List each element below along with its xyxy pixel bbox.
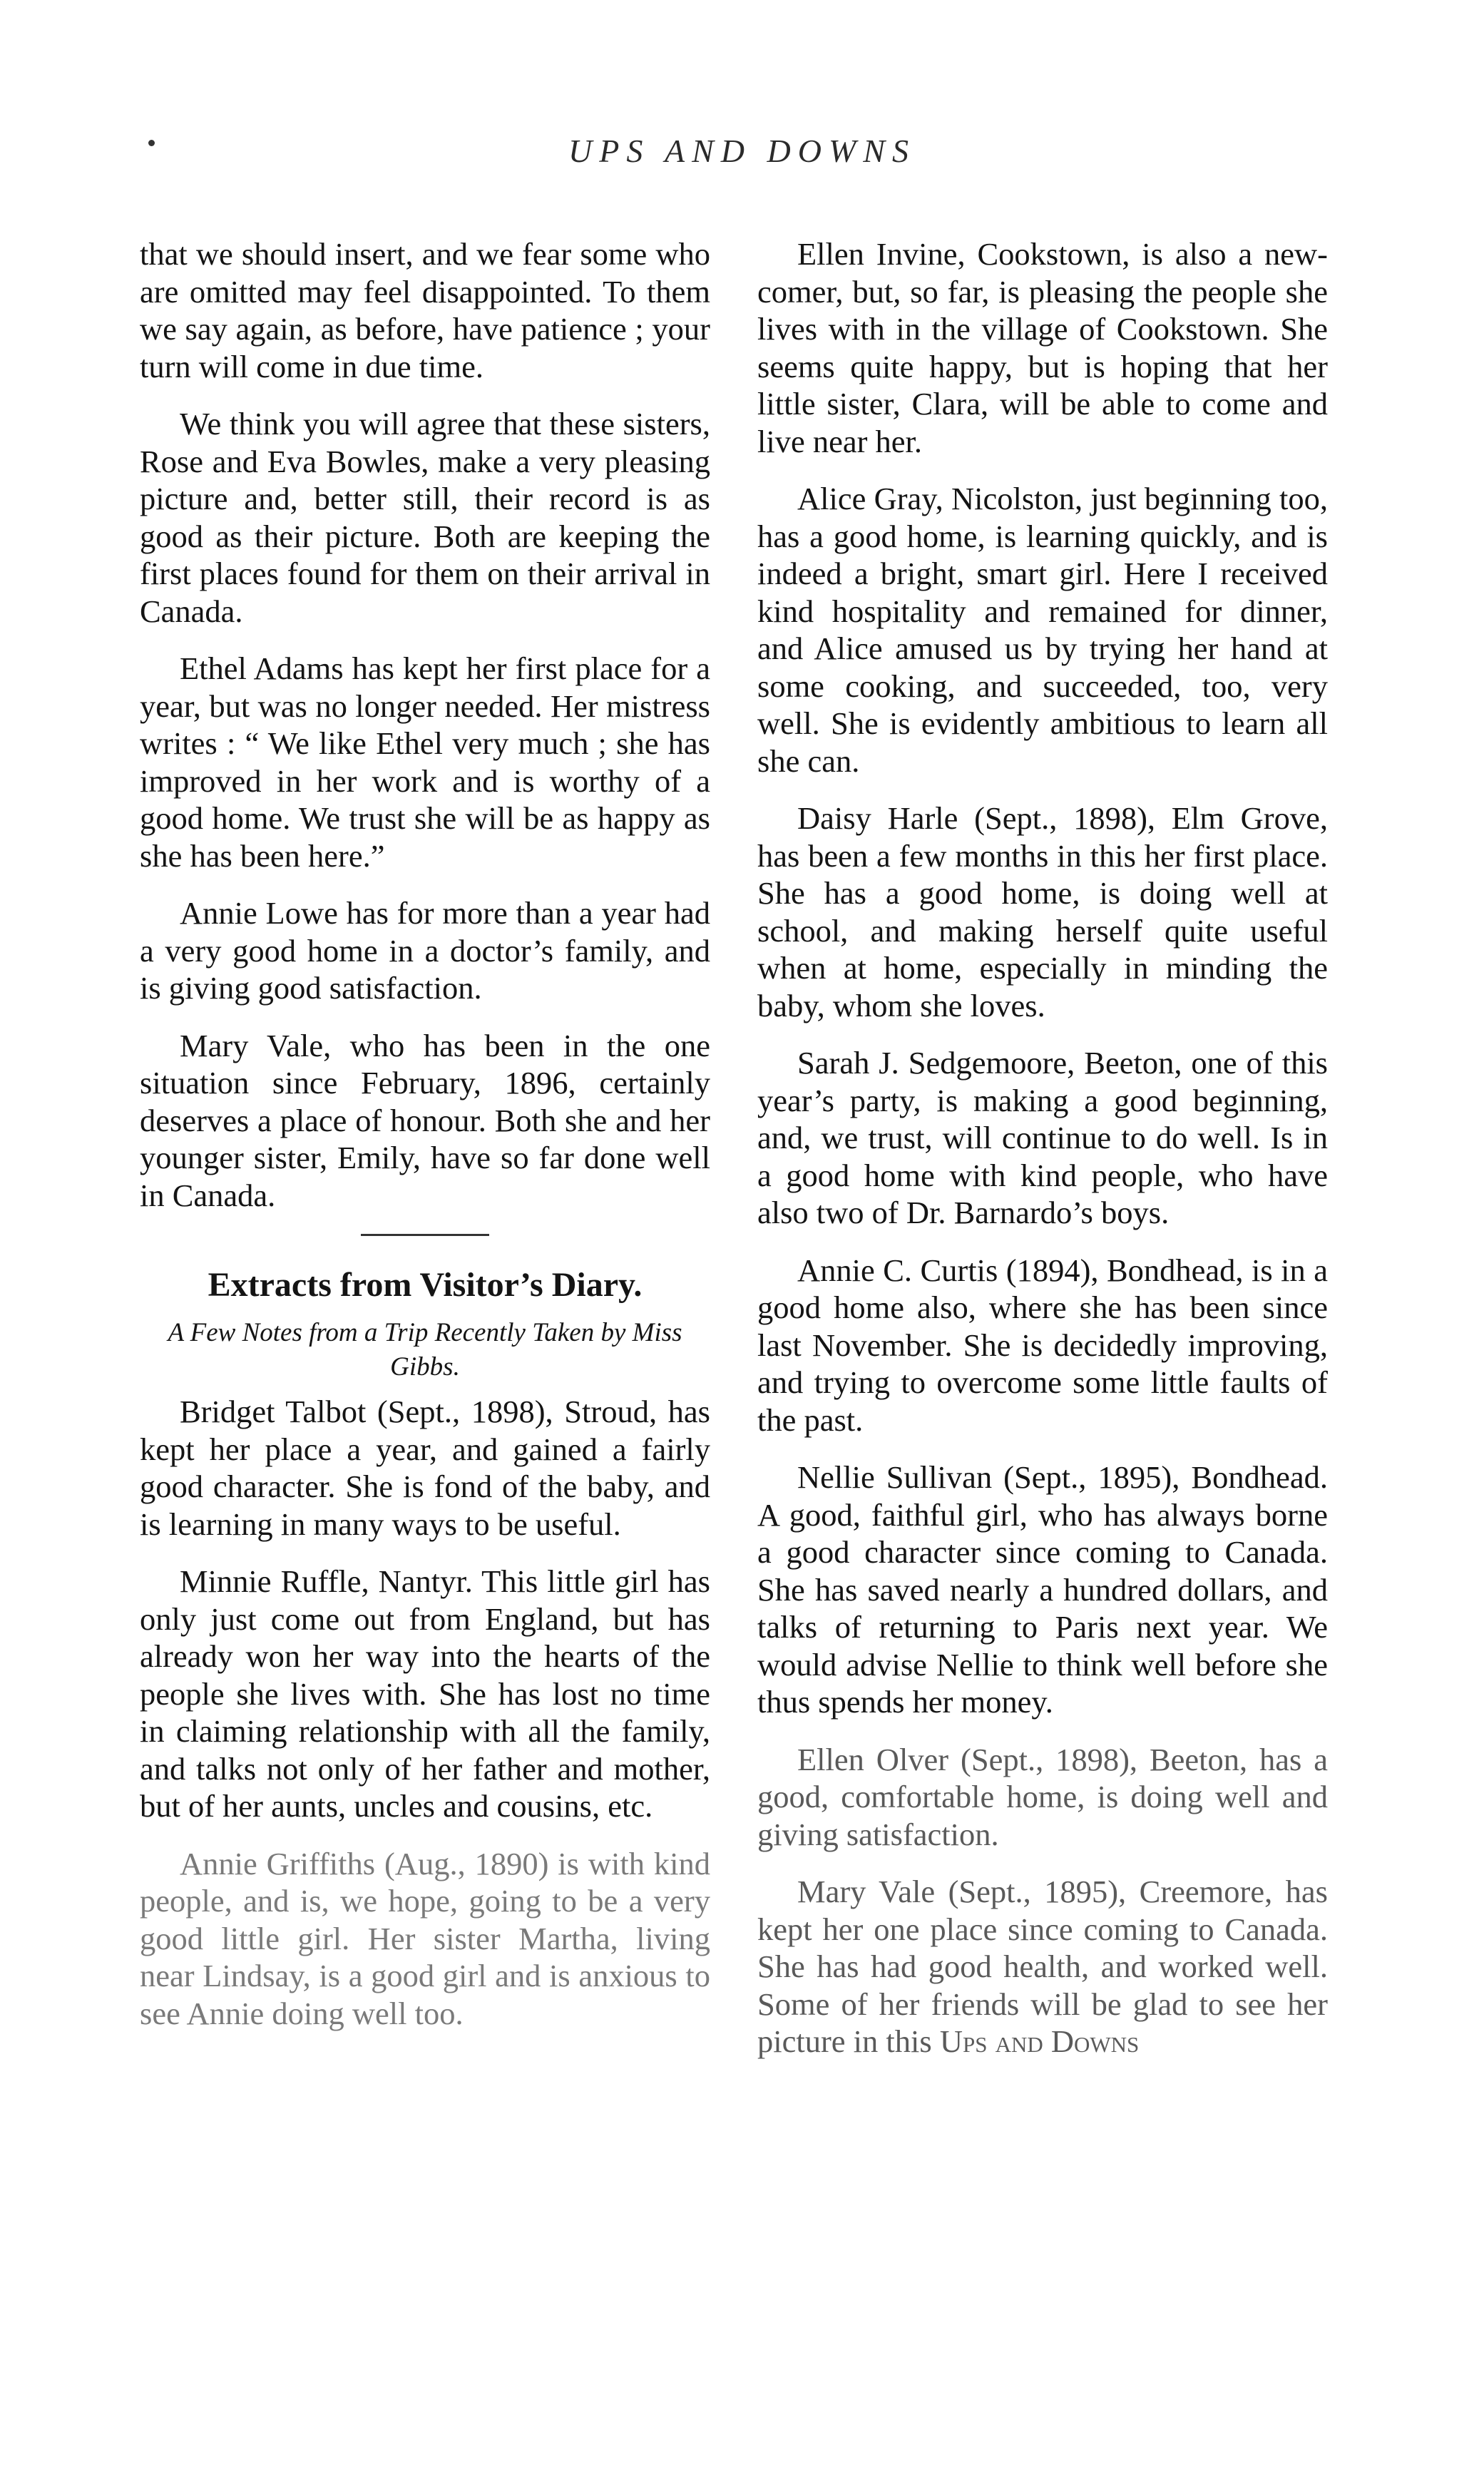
section-subtitle: A Few Notes from a Trip Recently Taken by Miss Gibbs. xyxy=(168,1318,682,1382)
paragraph: Daisy Harle (Sept., 1898), Elm Grove, has been a few months in this her first place. She has a good home, is doing well at school, and making herself quite useful when at home, especially in minding the baby, whom she loves. xyxy=(757,800,1328,1023)
paragraph: Ellen Olver (Sept., 1898), Beeton, has a good, comfortable home, is doing well and giving satisfaction. xyxy=(757,1741,1328,1852)
paragraph: that we should insert, and we fear some who are omitted may feel disappointed. To them we say again, as before, have patience ; your turn will come in due time. xyxy=(140,236,710,384)
paragraph: Minnie Ruffle, Nantyr. This little girl has only just come out from England, but has already won her way into the hearts of the people she lives with. She has lost no time in claiming relationship with all the family, and talks not only of her father and mother, but of her aunts, uncles and cousins, etc. xyxy=(140,1563,710,1824)
paragraph: Alice Gray, Nicolston, just beginning too, has a good home, is learning quickly, and is indeed a bright, smart girl. Here I received kind hospitality and remained for dinner, and Alice amused us by trying her hand at some cooking, and succeeded, too, very well. She is evidently ambitious to learn all she can. xyxy=(757,481,1328,779)
paragraph: We think you will agree that these sisters, Rose and Eva Bowles, make a very pleasing picture and, better still, their record is as good as their picture. Both are keeping the first places found for them on their arrival in Canada. xyxy=(140,406,710,629)
paragraph-text: Mary Vale (Sept., 1895), Creemore, has kept her one place since coming to Canada. She has had good health, and worked well. Some of her friends will be glad to see her picture in this xyxy=(757,1874,1328,2059)
right-column xyxy=(757,235,1328,2080)
magazine-name: Ups and Downs xyxy=(939,2023,1140,2059)
paragraph: Annie C. Curtis (1894), Bondhead, is in a good home also, where she has been since last November. She is decidedly improving, and trying to overcome some little faults of the past. xyxy=(757,1252,1328,1438)
paragraph-last xyxy=(757,1873,1328,2060)
paragraph: Ellen Invine, Cookstown, is also a new-comer, but, so far, is pleasing the people she lives with in the village of Cookstown. She seems quite happy, but is hoping that her little sister, Clara, will be able to come and live near her. xyxy=(757,236,1328,459)
paragraph: Annie Lowe has for more than a year had a very good home in a doctor’s family, and is giving good satisfaction. xyxy=(140,895,710,1006)
paragraph: Bridget Talbot (Sept., 1898), Stroud, has kept her place a year, and gained a fairly good character. She is fond of the baby, and is learning in many ways to be useful. xyxy=(140,1394,710,1542)
running-header: UPS AND DOWNS xyxy=(568,133,916,169)
paragraph: Sarah J. Sedgemoore, Beeton, one of this year’s party, is making a good beginning, and, we trust, will continue to do well. Is in a good home with kind people, who have also two of Dr. Barnardo’s boys. xyxy=(757,1045,1328,1230)
paragraph: Annie Griffiths (Aug., 1890) is with kind people, and is, we hope, going to be a very good little girl. Her sister Martha, living near Lindsay, is a good girl and is anxious to see Annie doing well too. xyxy=(140,1845,710,2031)
paragraph: Ethel Adams has kept her first place for a year, but was no longer needed. Her mistress writes : “ We like Ethel very much ; she has improved in her work and is worthy of a good home. We trust she will be as happy as she has been here.” xyxy=(140,650,710,874)
section-divider xyxy=(361,1234,489,1236)
paragraph: Mary Vale, who has been in the one situation since February, 1896, certainly deserves a place of honour. Both she and her younger sister, Emily, have so far done well in Canada. xyxy=(140,1027,710,1213)
left-column xyxy=(140,235,710,2052)
section-title: Extracts from Visitor’s Diary. xyxy=(208,1266,643,1304)
paragraph: Nellie Sullivan (Sept., 1895), Bondhead. A good, faithful girl, who has always borne a good character since coming to Canada. She has saved nearly a hundred dollars, and talks of returning to Paris next year. We would advise Nellie to think well before she thus spends her money. xyxy=(757,1459,1328,1720)
